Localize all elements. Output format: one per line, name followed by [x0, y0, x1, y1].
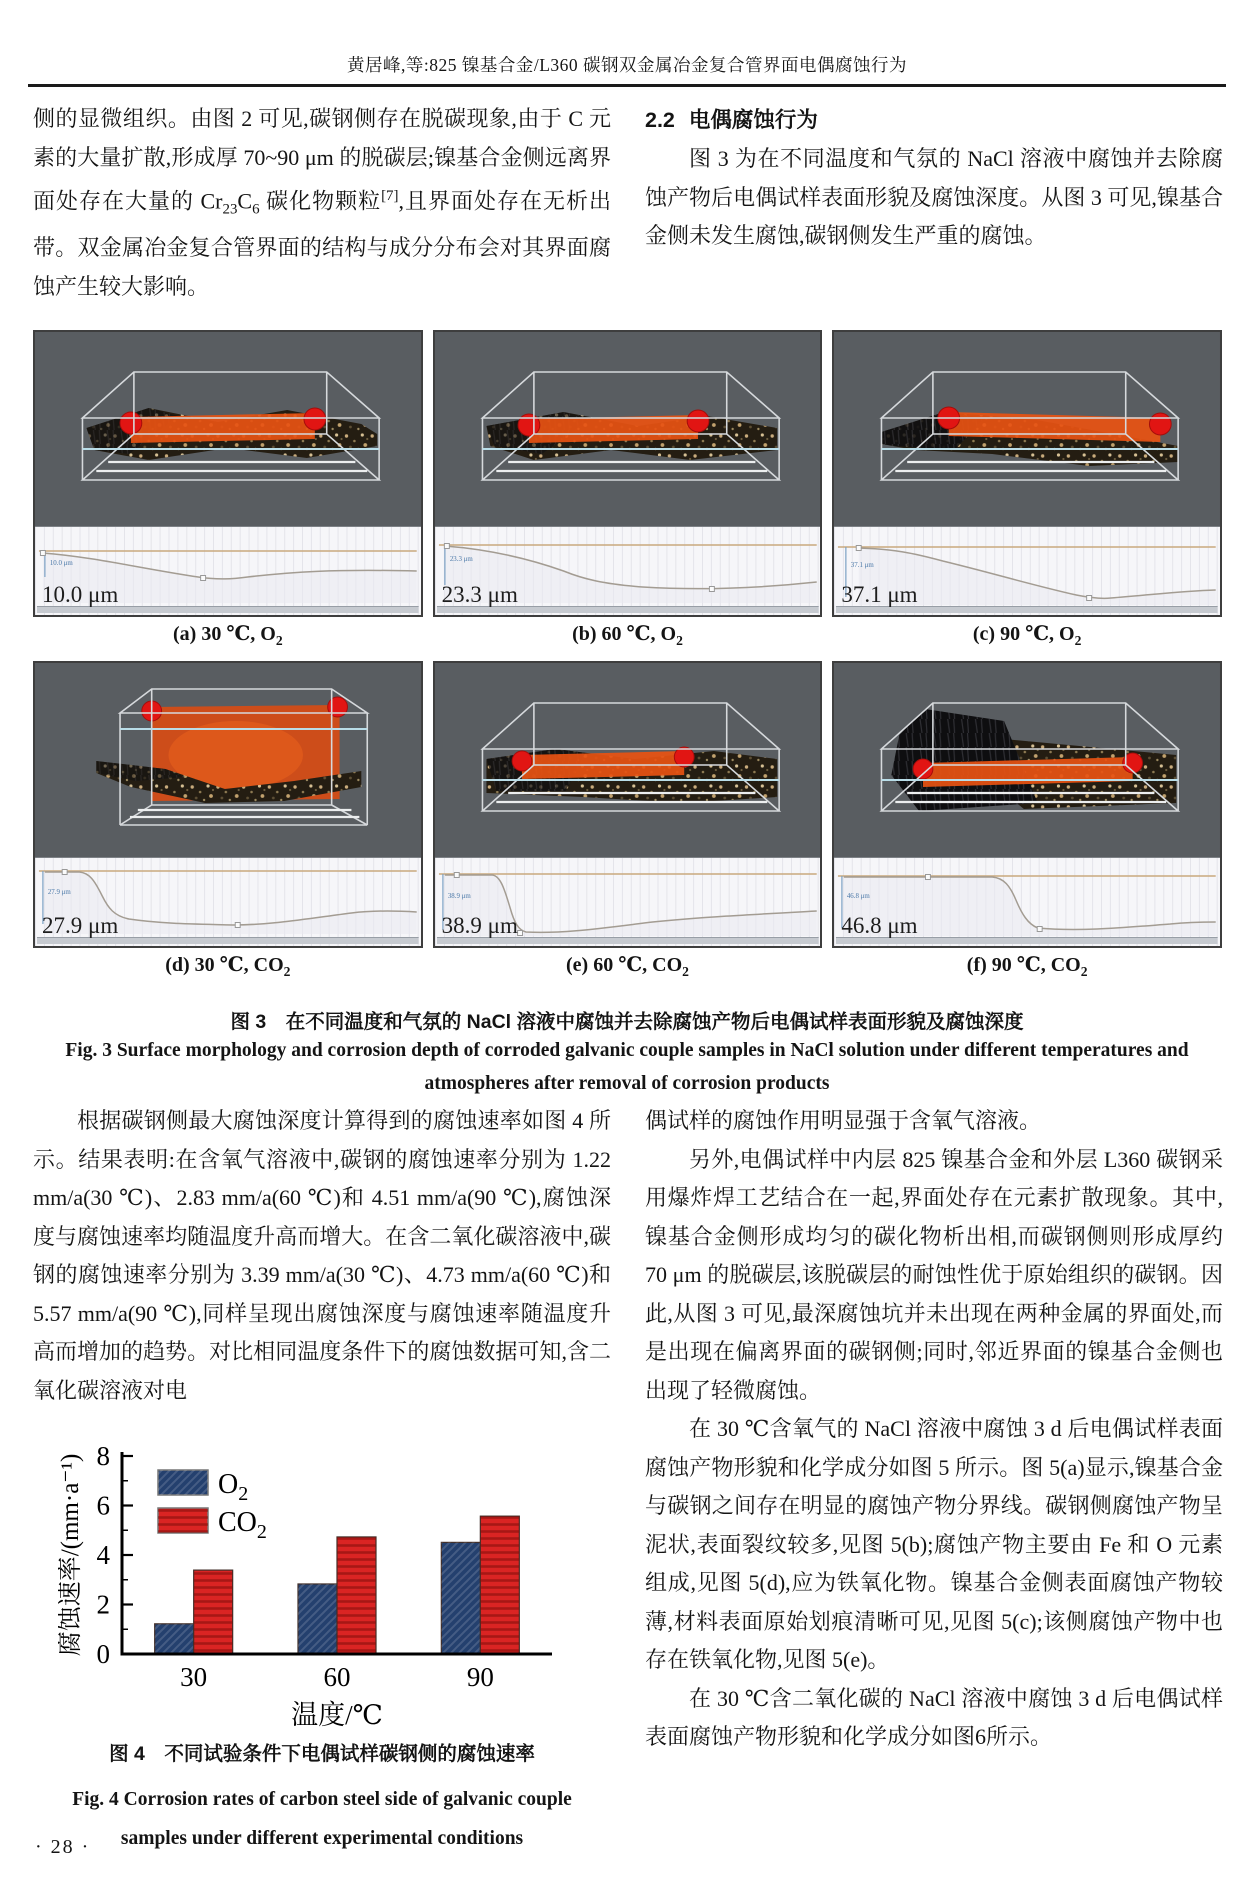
- profile-scrollbar: [37, 607, 419, 613]
- figure3-caption-zh: 图 3 在不同温度和气氛的 NaCl 溶液中腐蚀并去除腐蚀产物后电偶试样表面形貌及腐蚀深度: [230, 1011, 1024, 1033]
- svg-text:46.8 μm: 46.8 μm: [847, 891, 871, 901]
- measurement-band: [529, 415, 698, 443]
- depth-profile-f: [834, 857, 1220, 946]
- svg-text:90: 90: [466, 1662, 494, 1692]
- legend-label-O2: $O_2$: [218, 1469, 249, 1505]
- svg-text:37.1 μm: 37.1 μm: [851, 560, 875, 570]
- max-depth-value: 27.9 μm: [42, 913, 119, 938]
- page-number: · 28 ·: [35, 1836, 91, 1858]
- panel-caption-f: (f) 90 ℃, $CO_2$: [966, 954, 1088, 979]
- svg-text:27.9 μm: 27.9 μm: [47, 887, 71, 897]
- profile-scrollbar: [836, 938, 1218, 944]
- marker-sphere: [304, 408, 326, 430]
- panel-caption-b: (b) 60 ℃, $O_2$: [572, 623, 683, 648]
- depth-profile-e: [435, 857, 821, 946]
- marker-sphere: [120, 412, 142, 434]
- paragraph: 偶试样的腐蚀作用明显强于含氧气溶液。: [645, 1108, 1042, 1133]
- svg-text:30: 30: [180, 1662, 208, 1692]
- figure4-caption-en-line1: Fig. 4 Corrosion rates of carbon steel side of galvanic couple: [72, 1789, 572, 1810]
- paragraph: 图 3 为在不同温度和气氛的 NaCl 溶液中腐蚀并去除腐蚀产物后电偶试样表面形貌及腐蚀深度。从图 3 可见,镍基合金侧未发生腐蚀,碳钢侧发生严重的腐蚀。: [645, 146, 1223, 248]
- figure3-caption-en-line2: atmospheres after removal of corrosion products: [424, 1073, 830, 1094]
- marker-sphere: [512, 751, 532, 771]
- svg-text:38.9 μm: 38.9 μm: [447, 891, 471, 901]
- surface-3d-view-c: [834, 332, 1220, 526]
- figure3-panel-b: [433, 330, 823, 653]
- marker-sphere: [1150, 413, 1172, 435]
- figure3-panel-c: [832, 330, 1222, 653]
- marker-sphere: [687, 410, 709, 432]
- profile-scrollbar: [836, 607, 1218, 613]
- figure4-caption-en-line2: samples under different experimental conditions: [120, 1828, 524, 1849]
- paragraph: 在 30 ℃含二氧化碳的 NaCl 溶液中腐蚀 3 d 后电偶试样表面腐蚀产物形貌和化学成分如图6所示。: [645, 1685, 1223, 1749]
- max-depth-value: 46.8 μm: [841, 913, 918, 938]
- paragraph: 根据碳钢侧最大腐蚀深度计算得到的腐蚀速率如图 4 所示。结果表明:在含氧气溶液中,碳钢的腐蚀速率分别为 1.22 mm/a(30 ℃)、2.83 mm/a(60 ℃)和 4.51 mm/a(90 ℃),腐蚀深度与腐蚀速率均随温度升高而增大。在含二氧化碳溶液中,碳钢的腐蚀速率分别为 3.39 mm/a(30 ℃)、4.73 mm/a(60 ℃)和 5.57 mm/a(90 ℃),同样呈现出腐蚀深度与腐蚀速率随温度升高而增加的趋势。对比相同温度条件下的腐蚀数据可知,含二氧化碳溶液对电: [33, 1108, 611, 1403]
- running-head: 黄居峰,等:825 镍基合金/L360 碳钢双金属冶金复合管界面电偶腐蚀行为: [346, 55, 908, 75]
- profile-scrollbar: [437, 938, 819, 944]
- left-column-bottom: [33, 1102, 611, 1410]
- figure3-caption-en-line1: Fig. 3 Surface morphology and corrosion depth of corroded galvanic couple samples in NaCl solution under different temperatures and: [65, 1040, 1189, 1061]
- panel-caption-d: (d) 30 ℃, $CO_2$: [165, 954, 291, 979]
- max-depth-value: 38.9 μm: [441, 913, 518, 938]
- paragraph: 侧的显微组织。由图 2 可见,碳钢侧存在脱碳现象,由于 C 元素的大量扩散,形成厚 70~90 μm 的脱碳层;镍基合金侧远离界面处存在大量的 $Cr_{23}C_6$ 碳化物颗粒[7],且界面处存在无析出带。双金属冶金复合管界面的结构与成分分布会对其界面腐蚀产生较大影响。: [33, 106, 611, 299]
- svg-text:60: 60: [323, 1662, 351, 1692]
- depth-profile-c: [834, 526, 1220, 615]
- depth-profile-b: [435, 526, 821, 615]
- figure3-row-2: [33, 661, 1222, 984]
- svg-text:0: 0: [96, 1639, 110, 1669]
- section-number: 2.2: [645, 108, 675, 132]
- profile-scrollbar: [437, 607, 819, 613]
- panel-caption-a: (a) 30 ℃, $O_2$: [173, 623, 283, 648]
- paragraph: 在 30 ℃含氧气的 NaCl 溶液中腐蚀 3 d 后电偶试样表面腐蚀产物形貌和化学成分如图 5 所示。图 5(a)显示,镍基合金与碳钢之间存在明显的腐蚀产物分界线。碳钢侧腐蚀产物呈泥状,表面裂纹较多,见图 5(b);腐蚀产物主要由 Fe 和 O 元素组成,见图 5(d),应为铁氧化物。镍基合金侧表面腐蚀产物较薄,材料表面原始划痕清晰可见,见图 5(c);该侧腐蚀产物中也存在铁氧化物,见图 5(e)。: [645, 1416, 1223, 1672]
- figure4-caption-zh: 图 4 不同试验条件下电偶试样碳钢侧的腐蚀速率: [109, 1743, 535, 1765]
- right-column-top: [645, 100, 1223, 256]
- svg-text:4: 4: [96, 1540, 110, 1570]
- y-axis-label: 腐蚀速率/(mm·a⁻¹): [58, 1453, 84, 1657]
- surface-3d-view-b: [435, 332, 821, 526]
- figure3-panel-f: [832, 661, 1222, 984]
- corrosion-rate-bar-chart: [58, 1446, 568, 1730]
- svg-text:6: 6: [96, 1490, 110, 1521]
- legend-label-CO2: $CO_2$: [218, 1507, 267, 1543]
- right-column-bottom: [645, 1102, 1223, 1757]
- figure3-panel-e: [433, 661, 823, 984]
- profile-scrollbar: [37, 938, 419, 944]
- svg-text:8: 8: [96, 1446, 110, 1471]
- x-axis-label: 温度/℃: [291, 1700, 383, 1730]
- figure3: [33, 330, 1222, 984]
- surface-3d-view-e: [435, 663, 821, 857]
- marker-sphere: [674, 747, 694, 767]
- marker-sphere: [328, 697, 348, 717]
- depth-profile-a: [35, 526, 421, 615]
- marker-sphere: [913, 759, 933, 779]
- svg-text:10.0 μm: 10.0 μm: [49, 558, 73, 568]
- max-depth-value: 23.3 μm: [441, 582, 518, 607]
- figure4-captions: [33, 1738, 611, 1858]
- svg-text:2: 2: [96, 1589, 110, 1620]
- header-rule: [28, 84, 1226, 87]
- surface-3d-view-a: [35, 332, 421, 526]
- section-heading: [645, 100, 1223, 140]
- surface-3d-view-f: [834, 663, 1220, 857]
- section-title: 电偶腐蚀行为: [688, 108, 818, 132]
- paragraph: 另外,电偶试样中内层 825 镍基合金和外层 L360 碳钢采用爆炸焊工艺结合在一起,界面处存在元素扩散现象。其中,镍基合金侧形成均匀的碳化物析出相,而碳钢侧则形成厚约 70 μm 的脱碳层,该脱碳层的耐蚀性优于原始组织的碳钢。因此,从图 3 可见,最深腐蚀坑并未出现在两种金属的界面处,而是出现在偏离界面的碳钢侧;同时,邻近界面的镍基合金侧也出现了轻微腐蚀。: [645, 1146, 1223, 1403]
- panel-caption-c: (c) 90 ℃, $O_2$: [972, 623, 1082, 648]
- figure4-chart: [58, 1446, 568, 1730]
- figure3-panel-d: [33, 661, 423, 984]
- figure3-panel-a: [33, 330, 423, 653]
- panel-caption-e: (e) 60 ℃, $CO_2$: [566, 954, 689, 979]
- left-column-top: [33, 100, 611, 306]
- depth-profile-d: [35, 857, 421, 946]
- max-depth-value: 37.1 μm: [841, 582, 918, 607]
- max-depth-value: 10.0 μm: [42, 582, 119, 607]
- surface-3d-view-d: [35, 663, 421, 857]
- figure3-row-1: [33, 330, 1222, 653]
- svg-text:23.3 μm: 23.3 μm: [449, 554, 473, 564]
